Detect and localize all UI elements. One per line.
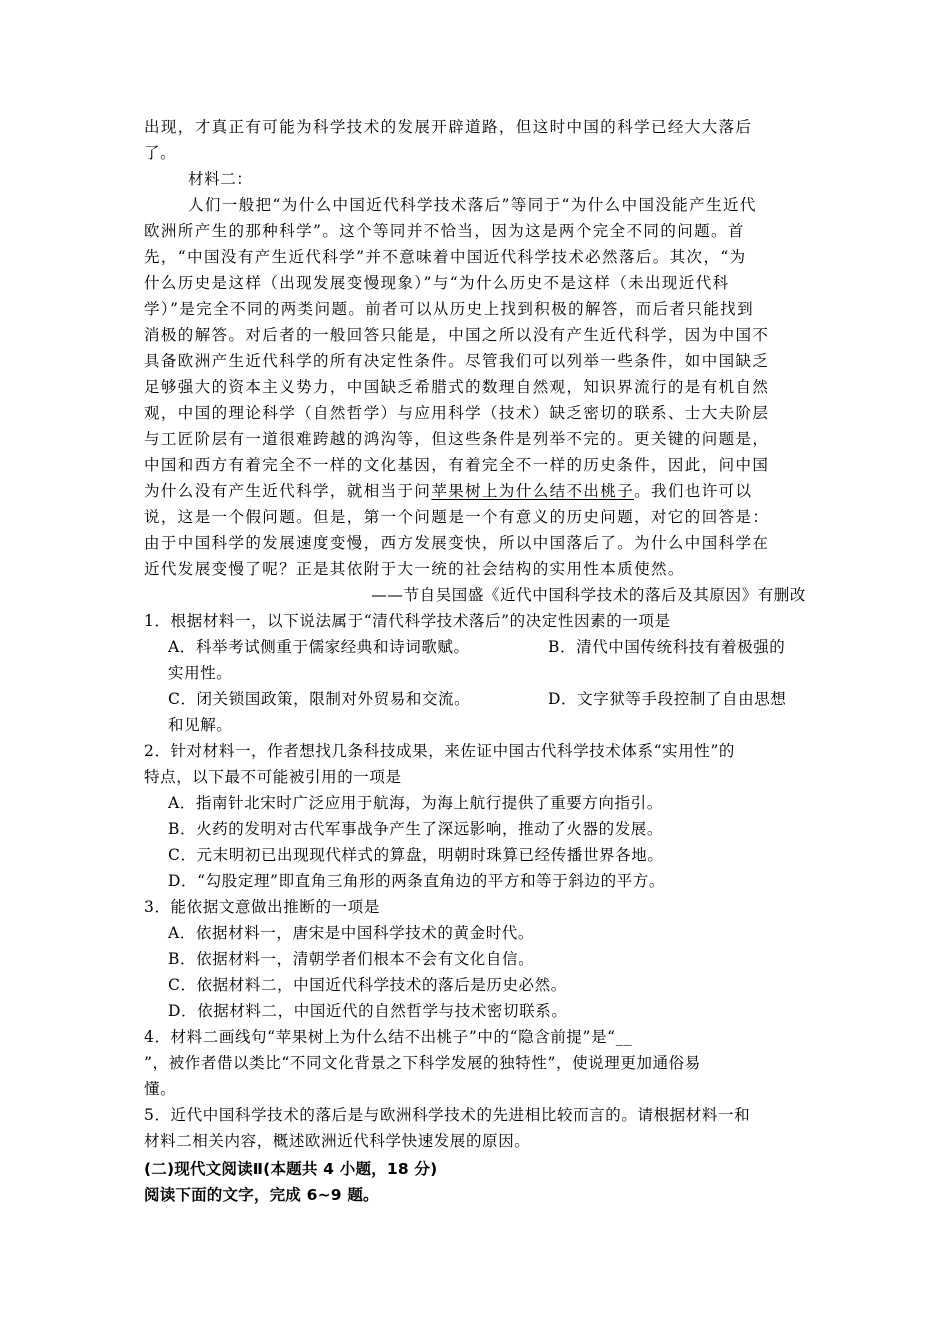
text-line: 学）”是完全不同的两类问题。前者可以从历史上找到积极的解答，而后者只能找到 — [144, 300, 754, 318]
question-4-stem-cont: ”，被作者借以类比“不同文化背景之下科学发展的独特性”，使说理更加通俗易 — [144, 1054, 701, 1072]
question-1-option-b: B．清代中国传统科技有着极强的 — [548, 638, 786, 656]
text-line: 中国和西方有着完全不一样的文化基因，有着完全不一样的历史条件，因此，问中国 — [144, 456, 770, 474]
question-1-option-b-cont: 实用性。 — [168, 664, 233, 682]
text-line: 由于中国科学的发展速度变慢，西方发展变快，所以中国落后了。为什么中国科学在 — [144, 534, 770, 552]
question-2-option-b: B．火药的发明对古代军事战争产生了深远影响，推动了火器的发展。 — [168, 820, 663, 838]
question-1-option-c: C．闭关锁国政策，限制对外贸易和交流。 — [168, 690, 471, 708]
text-line: 近代发展变慢了呢？正是其依附于大一统的社会结构的实用性本质使然。 — [144, 560, 685, 578]
text-line: 欧洲所产生的那种科学”。这个等同并不恰当，因为这是两个完全不同的问题。首 — [144, 222, 745, 240]
text-line: 具备欧洲产生近代科学的所有决定性条件。尽管我们可以列举一些条件，如中国缺乏 — [144, 352, 770, 370]
text-line — [144, 478, 752, 504]
question-2-stem-cont: 特点，以下最不可能被引用的一项是 — [144, 768, 402, 786]
text-segment: 4．材料二画线句“苹果树上为什么结不出桃子”中的“隐含前提”是“ — [144, 1028, 616, 1046]
question-5-stem-cont: 材料二相关内容，概述欧洲近代科学快速发展的原因。 — [144, 1132, 531, 1150]
question-3-option-c: C．依据材料二，中国近代科学技术的落后是历史必然。 — [168, 976, 567, 994]
material-two-heading: 材料二： — [188, 170, 253, 188]
question-3-option-b: B．依据材料一，清朝学者们根本不会有文化自信。 — [168, 950, 535, 968]
section-instruction: 阅读下面的文字，完成 6~9 题。 — [144, 1186, 379, 1204]
text-line: 与工匠阶层有一道很难跨越的鸿沟等，但这些条件是列举不完的。更关键的问题是， — [144, 430, 770, 448]
text-line: 观，中国的理论科学（自然哲学）与应用科学（技术）缺乏密切的联系、士大夫阶层 — [144, 404, 770, 422]
text-line: 了。 — [144, 144, 177, 162]
text-line: 人们一般把“为什么中国近代科学技术落后”等同于“为什么中国没能产生近代 — [188, 196, 757, 214]
question-3-option-a: A．依据材料一，唐宋是中国科学技术的黄金时代。 — [168, 924, 534, 942]
question-2-option-d: D．“勾股定理”即直角三角形的两条直角边的平方和等于斜边的平方。 — [168, 872, 665, 890]
source-citation: ——节自吴国盛《近代中国科学技术的落后及其原因》有删改 — [371, 586, 806, 604]
question-1-option-d-cont: 和见解。 — [168, 716, 233, 734]
question-2-option-a: A．指南针北宋时广泛应用于航海，为海上航行提供了重要方向指引。 — [168, 794, 663, 812]
text-segment: 为什么没有产生近代科学，就相当于问 — [144, 482, 432, 500]
question-2-option-c: C．元末明初已出现现代样式的算盘，明朝时珠算已经传播世界各地。 — [168, 846, 664, 864]
question-3-stem: 3．能依据文意做出推断的一项是 — [144, 898, 380, 916]
section-title: (二)现代文阅读Ⅱ(本题共 4 小题，18 分) — [144, 1160, 438, 1178]
text-line: 消极的解答。对后者的一般回答只能是，中国之所以没有产生近代科学，因为中国不 — [144, 326, 770, 344]
text-line: 出现，才真正有可能为科学技术的发展开辟道路，但这时中国的科学已经大大落后 — [144, 118, 753, 136]
question-5-stem: 5．近代中国科学技术的落后是与欧洲科学技术的先进相比较而言的。请根据材料一和 — [144, 1106, 751, 1124]
answer-blank: __ — [615, 1028, 633, 1046]
question-3-option-d: D．依据材料二，中国近代的自然哲学与技术密切联系。 — [168, 1002, 568, 1020]
underlined-sentence: 苹果树上为什么结不出桃子 — [431, 482, 635, 500]
question-1-option-d: D．文字狱等手段控制了自由思想 — [548, 690, 787, 708]
text-line: 说，这是一个假问题。但是，第一个问题是一个有意义的历史问题，对它的回答是： — [144, 508, 770, 526]
question-1-stem: 1．根据材料一，以下说法属于“清代科学技术落后”的决定性因素的一项是 — [144, 612, 671, 630]
question-2-stem: 2．针对材料一，作者想找几条科技成果，来佐证中国古代科学技术体系“实用性”的 — [144, 742, 736, 760]
question-4-stem-cont: 懂。 — [144, 1080, 177, 1098]
text-line: 先，“中国没有产生近代科学”并不意味着中国近代科学技术必然落后。其次，“为 — [144, 248, 747, 266]
question-4-stem — [144, 1024, 632, 1050]
question-1-option-a: A．科举考试侧重于儒家经典和诗词歌赋。 — [168, 638, 470, 656]
text-line: 足够强大的资本主义势力，中国缺乏希腊式的数理自然观，知识界流行的是有机自然 — [144, 378, 770, 396]
text-line: 什么历史是这样（出现发展变慢现象）”与“为什么历史不是这样（未出现近代科 — [144, 274, 730, 292]
text-segment: 。我们也许可以 — [634, 482, 753, 500]
